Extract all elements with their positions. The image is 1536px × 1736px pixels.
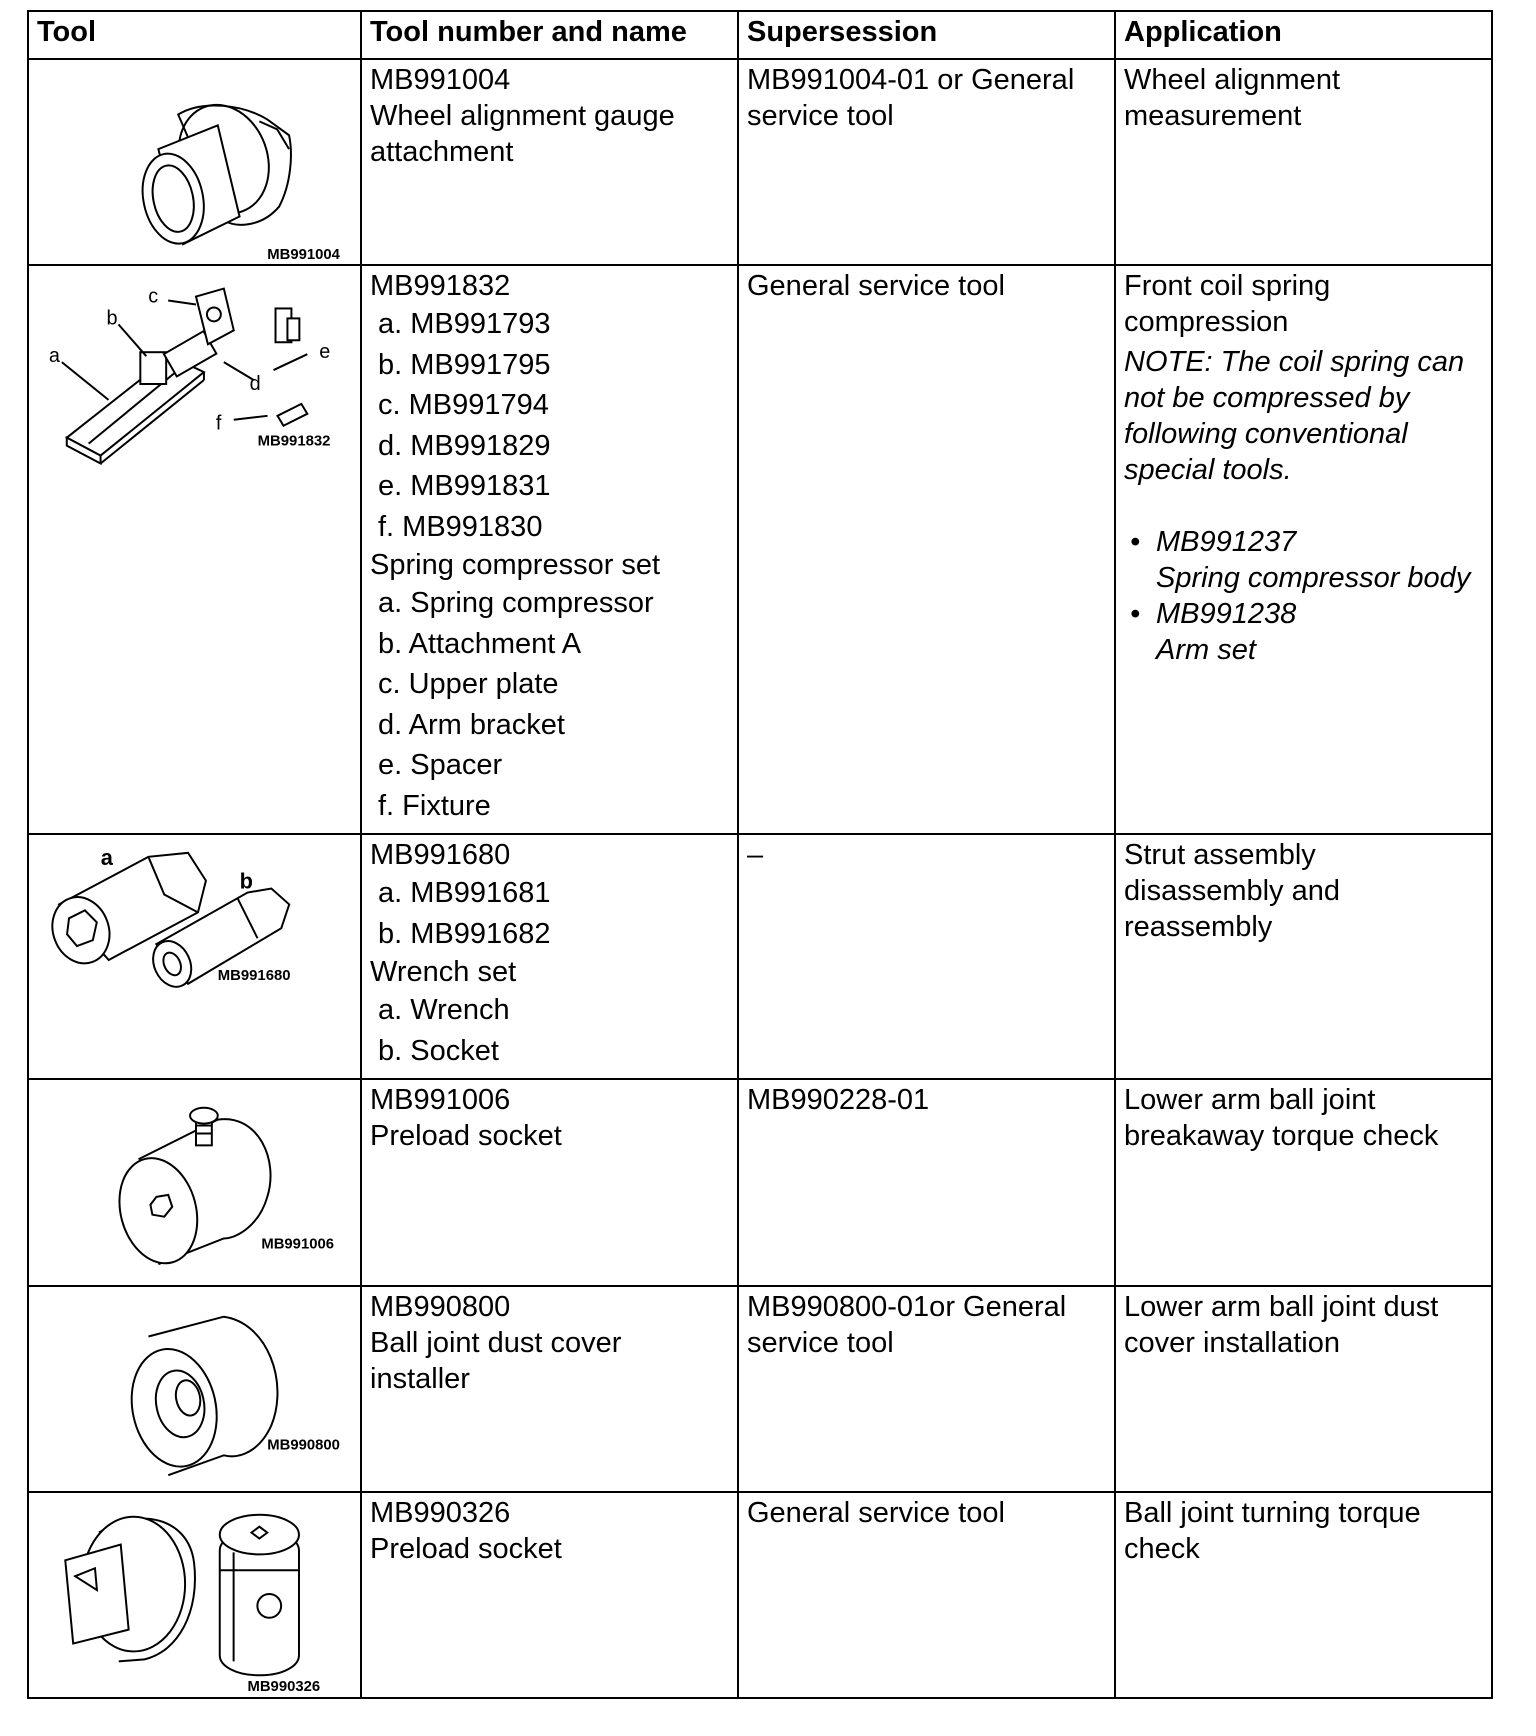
tool-code: • MB991237	[1156, 526, 1297, 558]
part-label-e: e	[319, 341, 331, 364]
illustration-caption: MB991004	[267, 247, 340, 264]
table-row	[28, 59, 1492, 265]
tool-illustration-cell	[28, 834, 361, 1079]
list-item	[1124, 524, 1483, 596]
tool-number-name-cell	[361, 1286, 738, 1492]
tool-code: • MB991238	[1156, 598, 1297, 630]
table-row	[28, 834, 1492, 1079]
header-application: Application	[1115, 11, 1492, 59]
tool-number: MB990326	[370, 1497, 511, 1529]
component-name: e. Spacer	[378, 749, 503, 781]
tool-illustration-cell	[28, 1492, 361, 1698]
tool-number: MB991006	[370, 1084, 511, 1116]
part-label-d: d	[249, 372, 261, 395]
part-label-a: a	[48, 345, 60, 368]
tool-name: Ball joint dust cover installer	[370, 1327, 630, 1395]
tool-description: Arm set	[1156, 634, 1256, 666]
tool-number-name-cell	[361, 265, 738, 834]
tool-name: Wrench set	[370, 956, 517, 988]
tool-number-name-cell	[361, 834, 738, 1079]
part-number: b. MB991795	[378, 348, 551, 381]
tool-name: Preload socket	[370, 1120, 562, 1152]
gauge-attachment-illustration	[29, 60, 360, 264]
header-tool: Tool	[28, 11, 361, 59]
tool-number: MB990800	[370, 1291, 511, 1323]
illustration-caption: MB991832	[257, 433, 331, 450]
part-number: c. MB991794	[378, 389, 549, 421]
tool-illustration-cell	[28, 1286, 361, 1492]
component-name: d. Arm bracket	[378, 708, 565, 741]
illustration-caption: MB990326	[247, 1679, 321, 1696]
illustration-caption: MB991680	[217, 967, 291, 984]
part-label-f: f	[215, 412, 222, 435]
tool-name: Wheel alignment gauge attachment	[370, 100, 683, 168]
dust-cover-installer-illustration	[29, 1287, 360, 1491]
table-row	[28, 1492, 1492, 1698]
tool-name: Spring compressor set	[370, 549, 661, 581]
part-label-b: b	[239, 868, 253, 894]
application-cell: Lower arm ball joint dust cover installation	[1115, 1286, 1492, 1492]
header-row	[28, 11, 1492, 59]
part-number: a. MB991681	[378, 877, 551, 909]
supersession-cell: –	[738, 834, 1115, 1079]
tool-name: Preload socket	[370, 1533, 562, 1565]
component-name: c. Upper plate	[378, 668, 559, 700]
tool-illustration-cell	[28, 1079, 361, 1286]
application-cell: Ball joint turning torque check	[1115, 1492, 1492, 1698]
tool-description: Spring compressor body	[1156, 562, 1471, 594]
conventional-tools-list	[1124, 524, 1483, 668]
application-cell: Wheel alignment measurement	[1115, 59, 1492, 265]
component-name: b. Socket	[378, 1034, 499, 1067]
tool-number-name-cell	[361, 1079, 738, 1286]
part-number: a. MB991793	[378, 308, 551, 340]
illustration-caption: MB990800	[267, 1437, 340, 1454]
supersession-cell: General service tool	[738, 1492, 1115, 1698]
tool-number: MB991680	[370, 839, 511, 871]
tool-number-name-cell	[361, 59, 738, 265]
part-number: d. MB991829	[378, 429, 551, 462]
header-supersession: Supersession	[738, 11, 1115, 59]
tool-number: MB991832	[370, 270, 511, 302]
supersession-cell: MB991004-01 or General service tool	[738, 59, 1115, 265]
wrench-set-illustration	[29, 835, 360, 1078]
tool-number: MB991004	[370, 64, 511, 96]
illustration-caption: MB991006	[261, 1236, 334, 1253]
application-text: Front coil spring compression	[1124, 270, 1339, 338]
supersession-cell: General service tool	[738, 265, 1115, 834]
list-item	[1124, 596, 1483, 668]
table-row	[28, 265, 1492, 834]
part-label-a: a	[100, 844, 113, 870]
preload-socket-illustration	[29, 1080, 360, 1285]
header-number-name: Tool number and name	[361, 11, 738, 59]
tool-illustration-cell	[28, 59, 361, 265]
tool-number-name-cell	[361, 1492, 738, 1698]
special-tools-table	[27, 10, 1493, 1699]
table-row	[28, 1286, 1492, 1492]
part-label-c: c	[148, 285, 159, 308]
application-cell	[1115, 265, 1492, 834]
spring-compressor-set-illustration	[29, 266, 360, 833]
tool-illustration-cell	[28, 265, 361, 834]
part-number: e. MB991831	[378, 470, 551, 502]
component-name: a. Spring compressor	[378, 587, 654, 619]
application-cell: Lower arm ball joint breakaway torque check	[1115, 1079, 1492, 1286]
part-number: f. MB991830	[378, 510, 543, 543]
component-name: f. Fixture	[378, 789, 491, 822]
part-label-b: b	[106, 307, 118, 330]
supersession-cell: MB990228-01	[738, 1079, 1115, 1286]
application-note: NOTE: The coil spring can not be compressed by following conventional special tools.	[1124, 346, 1465, 486]
component-name: a. Wrench	[378, 994, 510, 1026]
ball-joint-preload-socket-illustration	[29, 1493, 360, 1697]
component-name: b. Attachment A	[378, 627, 582, 660]
application-cell: Strut assembly disassembly and reassembly	[1115, 834, 1492, 1079]
supersession-cell: MB990800-01or General service tool	[738, 1286, 1115, 1492]
part-number: b. MB991682	[378, 917, 551, 950]
table-row	[28, 1079, 1492, 1286]
